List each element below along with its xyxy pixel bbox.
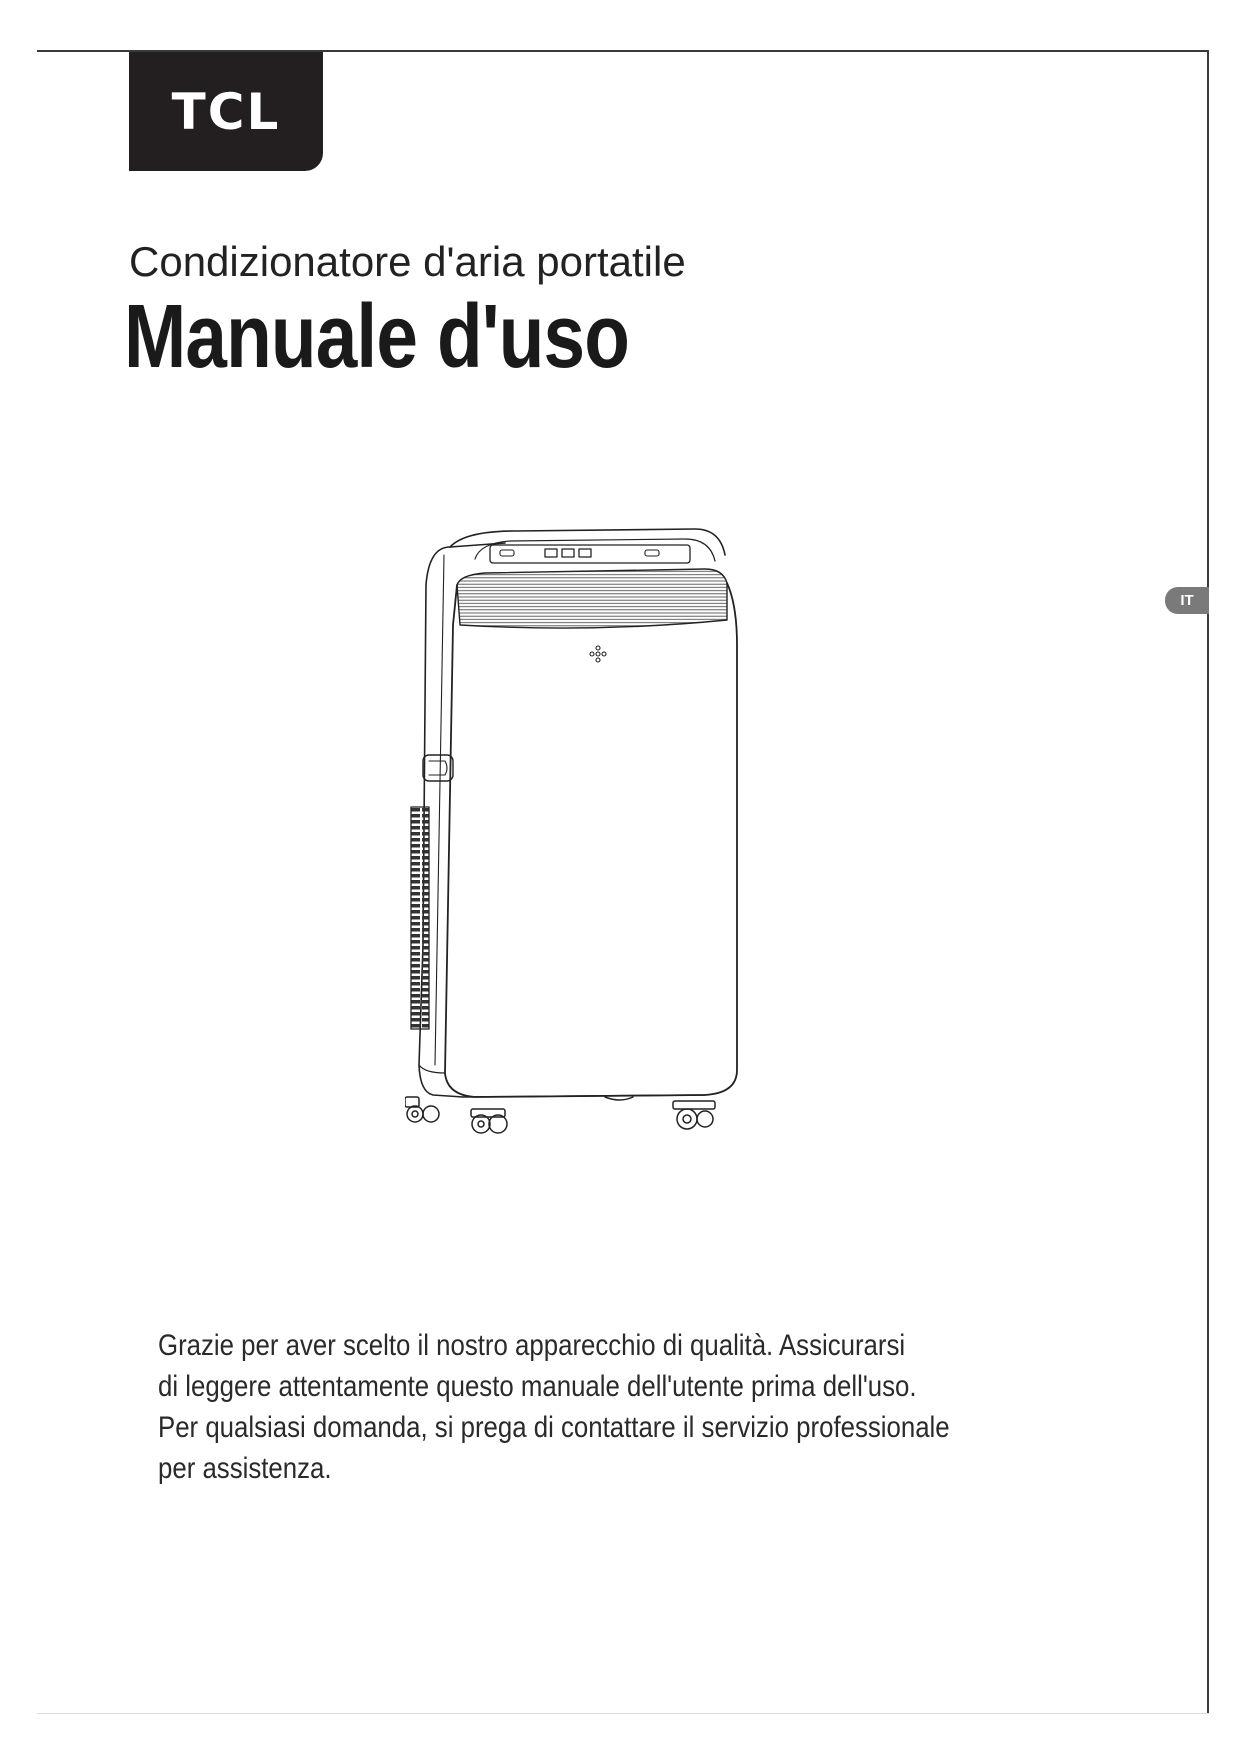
document-subtitle: Condizionatore d'aria portatile (129, 238, 686, 285)
intro-paragraph (158, 1325, 1058, 1489)
logo-text: TCL (171, 82, 281, 141)
brand-logo (129, 52, 323, 171)
document-title: Manuale d'uso (124, 287, 630, 387)
language-tab: IT (1165, 587, 1209, 614)
intro-line: di leggere attentamente questo manuale dell'utente prima dell'uso. (158, 1370, 917, 1403)
page-frame-right (1207, 50, 1209, 1714)
page-frame-bottom (37, 1713, 1209, 1714)
intro-line: Per qualsiasi domanda, si prega di contattare il servizio professionale (158, 1411, 950, 1444)
air-conditioner-illustration (405, 525, 835, 1145)
intro-line: per assistenza. (158, 1452, 332, 1485)
intro-line: Grazie per aver scelto il nostro apparecchio di qualità. Assicurarsi (158, 1329, 906, 1362)
